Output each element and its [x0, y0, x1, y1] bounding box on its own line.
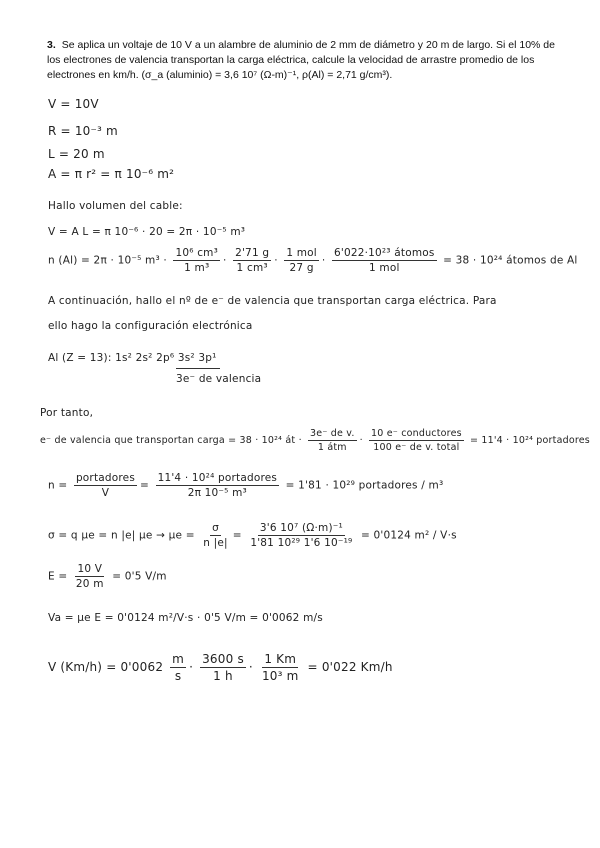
hw-frac-molar-mass: $\frac{\text{1 mol}}{27 g}$	[286, 247, 317, 274]
hw-frac-cm3: $\frac{\text{10⁶ cm³}}{\text{1 m³}}$	[175, 247, 219, 274]
hw-frac-hours: $\frac{3600 s}{1 h}$	[202, 652, 244, 683]
hw-frac-n-def: $\frac{\text{portadores}}{V}$	[75, 472, 136, 499]
hw-volume-heading: Hallo volumen del cable:	[48, 200, 183, 212]
hw-frac-km: $\frac{1 Km}{\text{10³ m}}$	[261, 652, 299, 683]
hw-continuation: A continuación, hallo el nº de e⁻ de valencia que transportan carga eléctrica. Para	[48, 295, 497, 307]
hw-radius: R = 10⁻³ m	[48, 124, 118, 138]
hw-frac-mobility-def: $\frac{\sigma}{n |e|}$	[203, 522, 228, 549]
hw-electron-config: Al (Z = 13): 1s² 2s² 2p⁶ 3s² 3p¹	[48, 352, 217, 364]
hw-field-calc	[48, 563, 167, 590]
hw-config-intro: ello hago la configuración electrónica	[48, 320, 253, 332]
hw-frac-density: $\frac{2'71 g}{\text{1 cm³}}$	[235, 247, 270, 274]
hw-carriers-calc: e⁻ de valencia que transportan carga = 38 · 10²⁴ át · $\frac{\text{3e⁻ de v.}}{\text{1 átm}}$ · $\frac{\text{10 e⁻ conductores}}{\text{100 e⁻ de v. total}}$ = 11'4 · 10²⁴ portadores	[40, 428, 590, 453]
hw-frac-avogadro: $\frac{\text{6'022·10²³ átomos}}{\text{1 mol}}$	[333, 247, 435, 274]
hw-therefore: Por tanto,	[40, 407, 94, 419]
hw-field-result: = 0'5 V/m	[112, 570, 167, 583]
hw-n-lhs: n =	[48, 479, 68, 492]
hw-field-lhs: E =	[48, 570, 68, 583]
hw-frac-conductors: $\frac{\text{10 e⁻ conductores}}{\text{100 e⁻ de v. total}}$	[371, 428, 462, 453]
hw-frac-field: $\frac{10 V}{20 m}$	[75, 563, 104, 590]
hw-kmh-result: = 0'022 Km/h	[307, 660, 393, 674]
hw-voltage: V = 10V	[48, 97, 99, 111]
hw-underbrace	[176, 368, 220, 369]
hw-kmh-calc: V (Km/h) = 0'0062 $\frac{m}{s}$ · $\frac{3600 s}{1 h}$ · $\frac{1 Km}{\text{10³ m}}$ = 0'022 Km/h	[48, 652, 393, 683]
hw-atoms-result: = 38 · 10²⁴ átomos de Al	[443, 254, 578, 267]
problem-text: Se aplica un voltaje de 10 V a un alambre de aluminio de 2 mm de diámetro y 20 m de largo. Si el 10% de los electrones de valencia transportan la carga eléctrica, calcule la velocidad de arrastre promedio de los electrones en km/h. (σ_a (aluminio) = 3,6 10⁷ (Ω-m)⁻¹, ρ(Al) = 2,71 g/cm³).	[47, 39, 555, 81]
hw-valence-note: 3e⁻ de valencia	[176, 373, 262, 385]
hw-mobility-calc: σ = q μe = n |e| μe → μe = $\frac{\sigma}{n |e|}$ = $\frac{\text{3'6 10⁷ (Ω·m)⁻¹}}{\text{1'81 10²⁹ 1'6 10⁻¹⁹}}$ = 0'0124 m² / V·s	[48, 522, 457, 549]
hw-mobility-lhs: σ = q μe = n |e| μe → μe =	[48, 529, 195, 542]
hw-atoms-calc: n (Al) = 2π · 10⁻⁵ m³ · $\frac{\text{10⁶ cm³}}{\text{1 m³}}$ · $\frac{2'71 g}{\text{1 cm³}}$ · $\frac{\text{1 mol}}{27 g}$ · $\frac{\text{6'022·10²³ átomos}}{\text{1 mol}}$ = 38 · 10²⁴ átomos de Al	[48, 247, 578, 274]
hw-frac-mobility-values: $\frac{\text{3'6 10⁷ (Ω·m)⁻¹}}{\text{1'81 10²⁹ 1'6 10⁻¹⁹}}$	[250, 522, 353, 549]
hw-frac-n-values: $\frac{\text{11'4 · 10²⁴ portadores}}{\text{2π 10⁻⁵ m³}}$	[157, 472, 278, 499]
hw-drift-velocity: Va = μe E = 0'0124 m²/V·s · 0'5 V/m = 0'0062 m/s	[48, 612, 323, 624]
hw-atoms-lhs: n (Al) = 2π · 10⁻⁵ m³ ·	[48, 254, 167, 267]
problem-number: 3.	[47, 39, 56, 51]
hw-frac-valence: $\frac{\text{3e⁻ de v.}}{\text{1 átm}}$	[310, 428, 355, 453]
hw-n-result: = 1'81 · 10²⁹ portadores / m³	[285, 479, 444, 492]
hw-density-calc: n = $\frac{\text{portadores}}{V}$ = $\frac{\text{11'4 · 10²⁴ portadores}}{\text{2π 10⁻⁵ m³}}$ = 1'81 · 10²⁹ portadores / m³	[48, 472, 444, 499]
hw-mobility-result: = 0'0124 m² / V·s	[360, 529, 457, 542]
hw-length: L = 20 m	[48, 147, 105, 161]
hw-kmh-lhs: V (Km/h) = 0'0062	[48, 660, 164, 674]
problem-statement	[47, 38, 557, 83]
hw-carriers-result: = 11'4 · 10²⁴ portadores	[470, 435, 590, 446]
hw-volume: V = A L = π 10⁻⁶ · 20 = 2π · 10⁻⁵ m³	[48, 226, 246, 238]
hw-frac-ms: $\frac{m}{s}$	[172, 652, 185, 683]
hw-area: A = π r² = π 10⁻⁶ m²	[48, 167, 175, 181]
hw-carriers-lhs: e⁻ de valencia que transportan carga = 38 · 10²⁴ át ·	[40, 435, 302, 446]
